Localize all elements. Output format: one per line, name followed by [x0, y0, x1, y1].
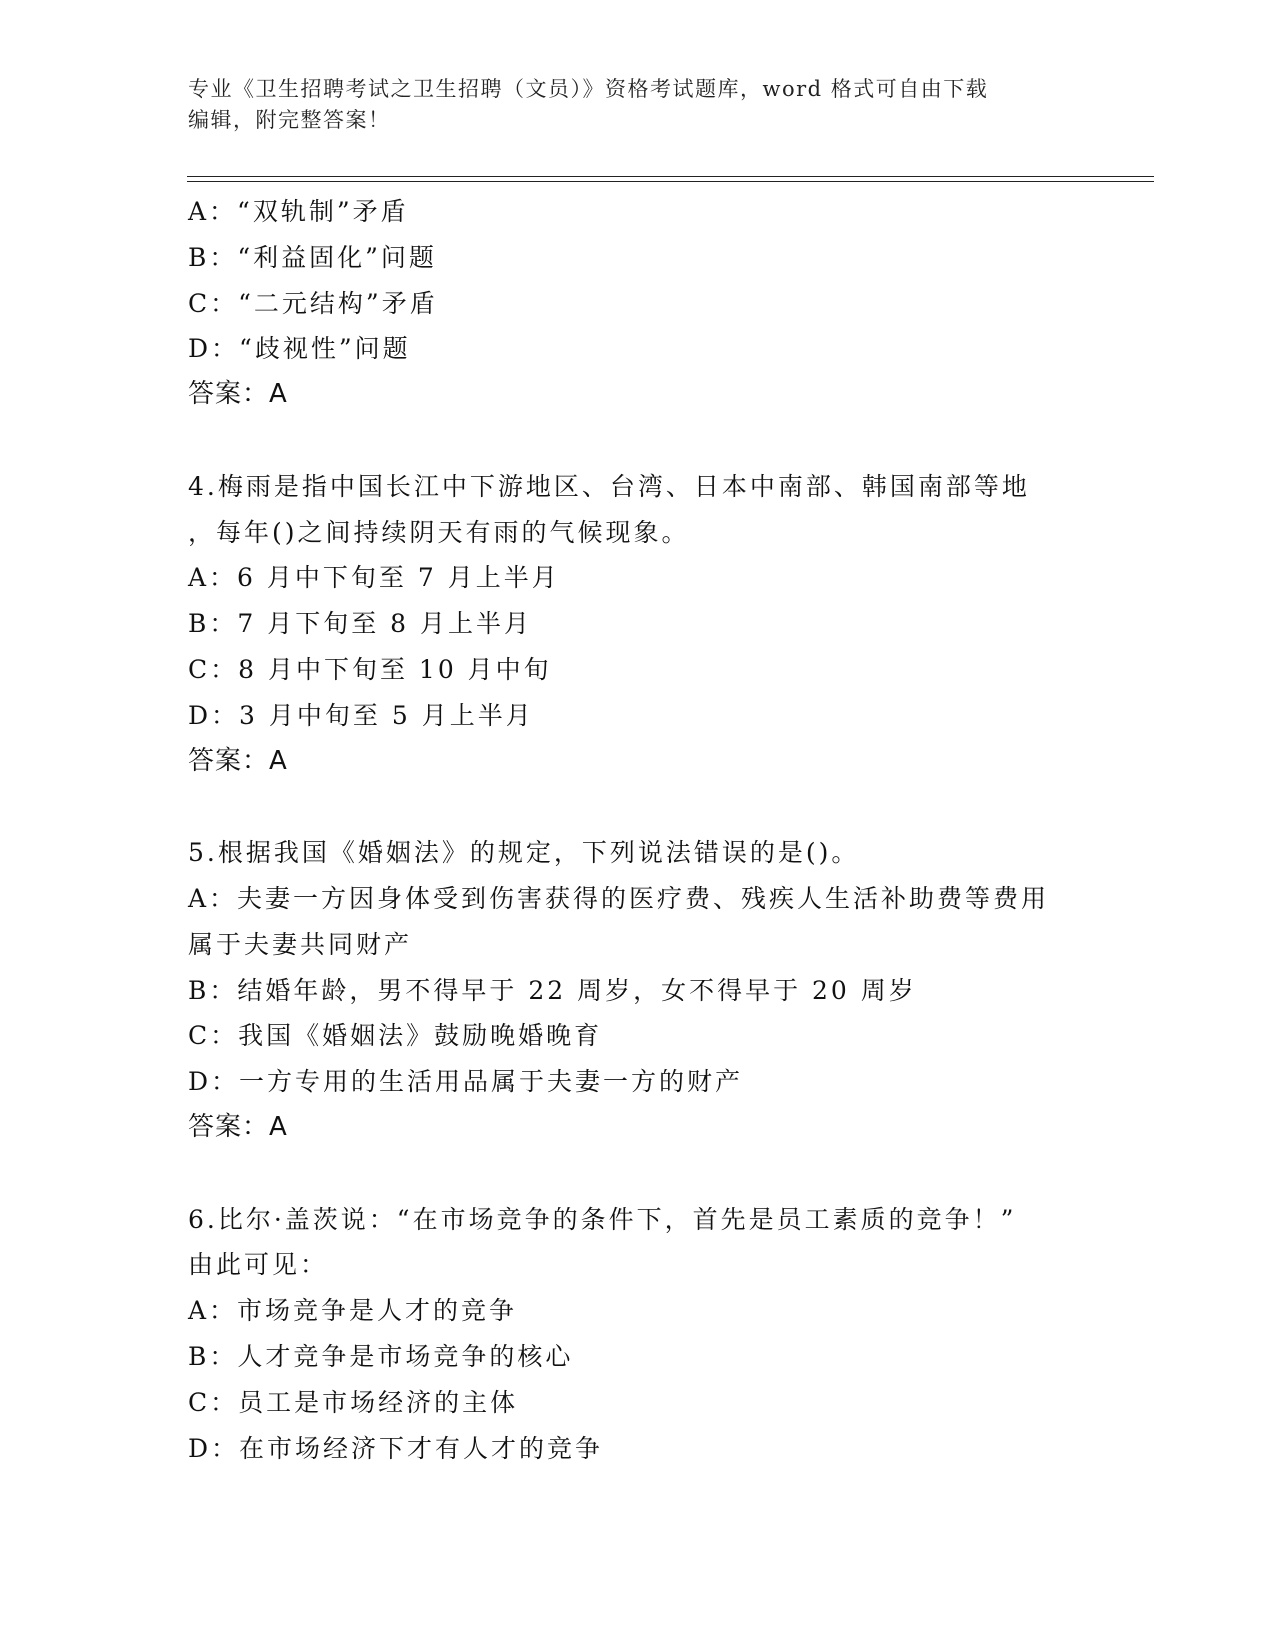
- option-b: B：结婚年龄，男不得早于 22 周岁，女不得早于 20 周岁: [188, 975, 917, 1005]
- question-stem-continued: 由此可见：: [188, 1250, 329, 1280]
- question-4: [188, 464, 1148, 785]
- option-d: D：3 月中旬至 5 月上半月: [188, 700, 534, 730]
- option-d: D：一方专用的生活用品属于夫妻一方的财产: [188, 1067, 744, 1097]
- spacer: [188, 1151, 1148, 1197]
- question-5: [188, 830, 1148, 1151]
- question-stem: 6.比尔·盖茨说：“在市场竞争的条件下，首先是员工素质的竞争！”: [188, 1204, 1017, 1234]
- question-3: [188, 189, 1148, 418]
- spacer: [188, 418, 1148, 464]
- header-line-1: 专业《卫生招聘考试之卫生招聘（文员）》资格考试题库，word 格式可自由下载: [188, 77, 989, 101]
- option-b: B：“利益固化”问题: [188, 242, 437, 272]
- option-a: A：夫妻一方因身体受到伤害获得的医疗费、残疾人生活补助费等费用: [188, 883, 1050, 913]
- question-stem: 5.根据我国《婚姻法》的规定，下列说法错误的是()。: [188, 838, 860, 868]
- option-a: A：6 月中下旬至 7 月上半月: [188, 563, 560, 593]
- question-stem: 4.梅雨是指中国长江中下游地区、台湾、日本中南部、韩国南部等地: [188, 471, 1030, 501]
- option-b: B：人才竞争是市场竞争的核心: [188, 1341, 574, 1371]
- option-a-continued: 属于夫妻共同财产: [188, 929, 413, 959]
- answer-line: 答案：A: [188, 745, 288, 776]
- document-header: [188, 74, 1088, 136]
- option-a: A：市场竞争是人才的竞争: [188, 1296, 518, 1326]
- spacer: [188, 784, 1148, 830]
- option-a: A：“双轨制”矛盾: [188, 197, 409, 226]
- option-d: D：“歧视性”问题: [188, 334, 411, 364]
- answer-line: 答案：A: [188, 379, 288, 410]
- question-6: [188, 1197, 1148, 1472]
- header-rule-top: [187, 176, 1154, 177]
- option-c: C：“二元结构”矛盾: [188, 288, 438, 318]
- question-list: [188, 189, 1148, 1471]
- header-rule-bottom: [187, 181, 1154, 182]
- option-b: B：7 月下旬至 8 月上半月: [188, 609, 533, 639]
- option-c: C：员工是市场经济的主体: [188, 1387, 519, 1417]
- option-c: C：8 月中下旬至 10 月中旬: [188, 654, 552, 684]
- question-stem-continued: ，每年()之间持续阴天有雨的气候现象。: [188, 517, 690, 547]
- option-c: C：我国《婚姻法》鼓励晚婚晚育: [188, 1021, 603, 1051]
- answer-line: 答案：A: [188, 1111, 288, 1142]
- option-d: D：在市场经济下才有人才的竞争: [188, 1433, 604, 1463]
- header-line-2: 编辑，附完整答案！: [188, 108, 391, 132]
